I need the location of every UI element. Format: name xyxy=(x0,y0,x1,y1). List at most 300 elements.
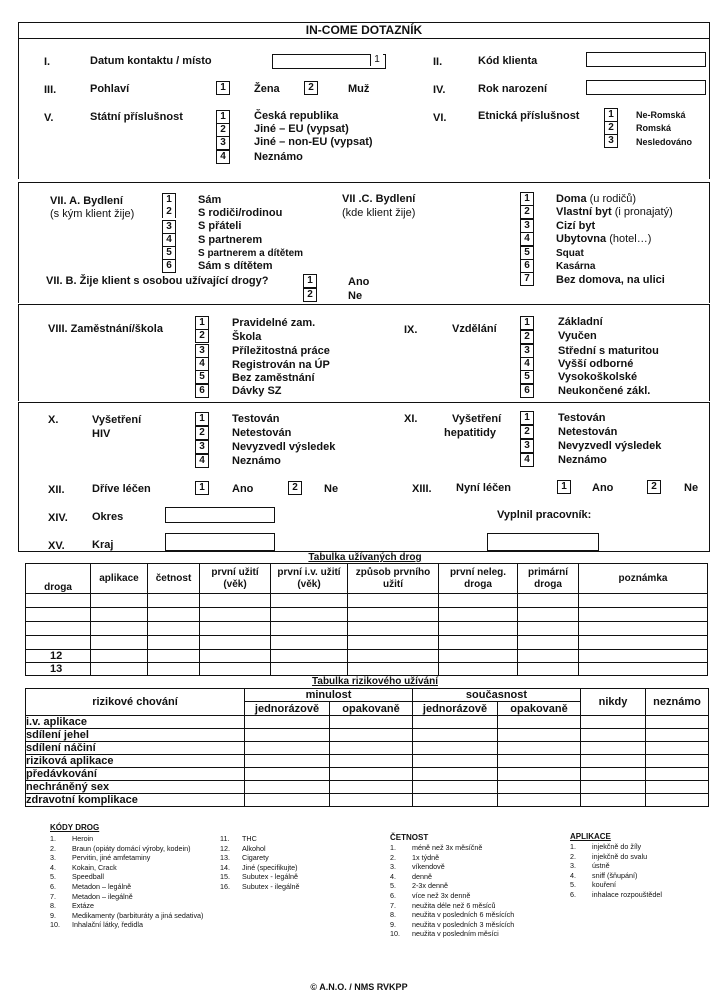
housing-with-option-6[interactable]: 6 xyxy=(162,259,176,273)
legend-freq-list xyxy=(390,843,560,939)
risk-cell[interactable] xyxy=(646,768,709,781)
legend-drugs-list-2 xyxy=(220,834,370,892)
drug-cell[interactable] xyxy=(200,650,271,663)
form-title: IN-COME DOTAZNÍK xyxy=(305,23,423,37)
district-field[interactable] xyxy=(165,507,275,523)
drug-cell[interactable] xyxy=(348,622,439,636)
region-field[interactable] xyxy=(165,533,275,551)
drug-cell[interactable] xyxy=(439,622,518,636)
risk-cell[interactable] xyxy=(646,794,709,807)
drug-cell[interactable] xyxy=(271,636,348,650)
client-code-field[interactable] xyxy=(586,52,706,67)
legend-drug-item: 8. Extáze xyxy=(50,901,94,911)
legend-drug-item: 10. Inhalační látky, ředidla xyxy=(50,920,143,930)
drug-cell[interactable] xyxy=(518,608,579,622)
risk-row-label: zdravotní komplikace xyxy=(26,794,245,807)
drug-cell[interactable] xyxy=(518,622,579,636)
birth-year-field[interactable] xyxy=(586,80,706,95)
housing-with-label-3: S přáteli xyxy=(198,220,242,232)
drug-cell[interactable] xyxy=(271,622,348,636)
education-label-3: Střední s maturitou xyxy=(558,345,659,357)
risk-col-past: minulost xyxy=(245,689,413,702)
legend-freq-item: 6. více než 3x denně xyxy=(390,890,471,900)
q2-num: II. xyxy=(433,56,443,68)
drug-partner-option-2[interactable]: 2 xyxy=(303,288,317,302)
q7b-label: VII. B. Žije klient s osobou užívající drogy? xyxy=(46,275,269,287)
q15-num: XV. xyxy=(48,540,65,552)
education-option-6[interactable]: 6 xyxy=(520,384,534,398)
education-label-6: Neukončené zákl. xyxy=(558,385,651,397)
risk-row-label: předávkování xyxy=(26,768,245,781)
col-first-illegal: první neleg. droga xyxy=(439,564,518,594)
q10-label-1: Vyšetření xyxy=(92,414,142,426)
contact-date-field[interactable] xyxy=(272,54,386,69)
housing-where-option-4[interactable]: 4 xyxy=(520,232,534,246)
ethnicity-label-3: Nesledováno xyxy=(636,137,693,147)
hiv-option-3[interactable]: 3 xyxy=(195,440,209,454)
risk-cell[interactable] xyxy=(413,755,498,768)
legend-drugs-title: KÓDY DROG xyxy=(50,823,100,832)
legend-drug-item: 15. Subutex - legálně xyxy=(220,872,298,882)
housing-where-option-6[interactable]: 6 xyxy=(520,259,534,273)
risk-cell[interactable] xyxy=(413,781,498,794)
gender-male: Muž xyxy=(348,83,370,95)
legend-freq-item: 10. neužita v posledním měsíci xyxy=(390,929,499,939)
col-frequency: četnost xyxy=(148,564,200,594)
citizenship-option-1[interactable]: 1 xyxy=(216,110,230,124)
housing-where-label-3: Cizí byt xyxy=(556,220,596,232)
hiv-option-1[interactable]: 1 xyxy=(195,412,209,426)
employment-option-3[interactable]: 3 xyxy=(195,344,209,358)
risk-cell[interactable] xyxy=(646,755,709,768)
hiv-option-4[interactable]: 4 xyxy=(195,454,209,468)
drug-cell[interactable] xyxy=(148,594,200,608)
drug-cell[interactable] xyxy=(148,663,200,676)
housing-where-option-7[interactable]: 7 xyxy=(520,272,534,286)
drug-cell[interactable] xyxy=(439,636,518,650)
risk-cell[interactable] xyxy=(581,755,646,768)
legend-app-item: 1. injekčně do žíly xyxy=(570,842,642,851)
risk-col-unknown: neznámo xyxy=(646,689,709,716)
risk-table xyxy=(25,688,709,807)
q15-label: Kraj xyxy=(92,539,114,551)
legend-drug-item: 5. Speedball xyxy=(50,872,104,882)
hepatitis-option-1[interactable]: 1 xyxy=(520,411,534,425)
legend-drug-item: 6. Metadon – legálně xyxy=(50,881,132,891)
legend-freq-item: 1. méně než 3x měsíčně xyxy=(390,843,483,852)
risk-cell[interactable] xyxy=(245,742,330,755)
risk-col-behavior: rizikové chování xyxy=(26,689,245,716)
q14-label: Okres xyxy=(92,511,124,523)
risk-cell[interactable] xyxy=(330,768,413,781)
q4-num: IV. xyxy=(433,84,446,96)
housing-with-label-1: Sám xyxy=(198,194,222,206)
housing-where-option-5[interactable]: 5 xyxy=(520,246,534,260)
citizenship-label-2: Jiné – EU (vypsat) xyxy=(254,123,349,135)
risk-cell[interactable] xyxy=(498,755,581,768)
legend-drugs-list-1 xyxy=(50,834,210,930)
col-application: aplikace xyxy=(91,564,148,594)
risk-cell[interactable] xyxy=(245,729,330,742)
risk-cell[interactable] xyxy=(646,742,709,755)
q5-label: Státní příslušnost xyxy=(90,111,183,123)
drug-cell[interactable] xyxy=(439,594,518,608)
drug-cell[interactable] xyxy=(271,608,348,622)
legend-freq-title: ČETNOST xyxy=(390,833,429,842)
q12-label: Dříve léčen xyxy=(92,483,151,495)
drug-cell[interactable] xyxy=(91,636,148,650)
now-treated-option-1[interactable]: 1 xyxy=(557,480,571,494)
risk-cell[interactable] xyxy=(498,781,581,794)
legend-drug-item: 12. Alkohol xyxy=(220,843,266,853)
risk-cell[interactable] xyxy=(413,729,498,742)
risk-col-present-repeat: opakovaně xyxy=(498,702,581,716)
housing-where-option-2[interactable]: 2 xyxy=(520,205,534,219)
citizenship-option-4[interactable]: 4 xyxy=(216,150,230,164)
legend-drug-item: 2. Braun (opiáty domácí výroby, kodein) xyxy=(50,843,191,853)
risk-cell[interactable] xyxy=(330,794,413,807)
risk-col-past-once: jednorázově xyxy=(245,702,330,716)
citizenship-option-2[interactable]: 2 xyxy=(216,123,230,137)
drug-cell[interactable] xyxy=(348,650,439,663)
hepatitis-option-4[interactable]: 4 xyxy=(520,453,534,467)
now-treated-option-2[interactable]: 2 xyxy=(647,480,661,494)
hepatitis-option-2[interactable]: 2 xyxy=(520,425,534,439)
drug-cell[interactable] xyxy=(439,608,518,622)
legend-freq-item: 7. neužita déle než 6 měsíců xyxy=(390,900,496,910)
hepatitis-label-4: Neznámo xyxy=(558,454,607,466)
housing-with-option-2[interactable]: 2 xyxy=(162,206,176,218)
q11-label-2: hepatitidy xyxy=(444,427,496,439)
risk-cell[interactable] xyxy=(330,729,413,742)
employment-label-5: Bez zaměstnání xyxy=(232,372,315,384)
housing-with-label-5: S partnerem a dítětem xyxy=(198,248,304,259)
education-option-3[interactable]: 3 xyxy=(520,344,534,358)
housing-where-label-6: Kasárna xyxy=(556,261,596,272)
risk-cell[interactable] xyxy=(330,781,413,794)
risk-col-present-once: jednorázově xyxy=(413,702,498,716)
col-first-use: první užití (věk) xyxy=(200,564,271,594)
employment-option-6[interactable]: 6 xyxy=(195,384,209,398)
ethnicity-option-3[interactable]: 3 xyxy=(604,134,618,148)
risk-cell[interactable] xyxy=(330,716,413,729)
drug-cell[interactable] xyxy=(518,594,579,608)
housing-with-option-3[interactable]: 3 xyxy=(162,220,176,234)
drug-cell[interactable] xyxy=(200,636,271,650)
drug-row-num: 13 xyxy=(26,663,91,676)
risk-cell[interactable] xyxy=(581,781,646,794)
employment-option-5[interactable]: 5 xyxy=(195,370,209,384)
risk-cell[interactable] xyxy=(581,768,646,781)
risk-cell[interactable] xyxy=(498,768,581,781)
risk-cell[interactable] xyxy=(498,794,581,807)
risk-cell[interactable] xyxy=(498,729,581,742)
hiv-option-2[interactable]: 2 xyxy=(195,426,209,440)
q7a-label: VII. A. Bydlení xyxy=(50,195,123,207)
drug-cell[interactable] xyxy=(348,636,439,650)
drug-cell[interactable] xyxy=(579,663,708,676)
drug-cell[interactable] xyxy=(271,594,348,608)
education-label-1: Základní xyxy=(558,316,603,328)
drug-cell[interactable] xyxy=(91,663,148,676)
q6-label: Etnická příslušnost xyxy=(478,110,580,122)
housing-with-option-1[interactable]: 1 xyxy=(162,193,176,207)
prev-treated-yes: Ano xyxy=(232,483,254,495)
risk-cell[interactable] xyxy=(245,755,330,768)
risk-cell[interactable] xyxy=(245,768,330,781)
risk-cell[interactable] xyxy=(330,742,413,755)
footer-copyright: © A.N.O. / NMS RVKPP xyxy=(310,982,408,992)
housing-where-label-4: Ubytovna (hotel…) xyxy=(556,233,652,245)
q3-num: III. xyxy=(44,84,57,96)
q11-label-1: Vyšetření xyxy=(452,413,502,425)
employment-option-2[interactable]: 2 xyxy=(195,330,209,343)
employment-label-4: Registrován na ÚP xyxy=(232,359,330,371)
hiv-label-2: Netestován xyxy=(232,427,292,439)
drug-cell[interactable] xyxy=(200,622,271,636)
risk-row-label: nechráněný sex xyxy=(26,781,245,794)
drug-cell[interactable] xyxy=(439,663,518,676)
q4-label: Rok narození xyxy=(478,83,548,95)
legend-drug-item: 11. THC xyxy=(220,834,257,843)
q13-num: XIII. xyxy=(412,483,432,495)
legend-freq-item: 8. neužita v posledních 6 měsících xyxy=(390,910,515,920)
risk-cell[interactable] xyxy=(413,742,498,755)
q7c-sub: (kde klient žije) xyxy=(342,207,416,219)
ethnicity-label-1: Ne-Romská xyxy=(636,110,686,120)
risk-cell[interactable] xyxy=(581,729,646,742)
drug-cell[interactable] xyxy=(91,650,148,663)
risk-cell[interactable] xyxy=(413,716,498,729)
drug-cell[interactable] xyxy=(148,608,200,622)
q10-num: X. xyxy=(48,414,59,426)
drug-cell[interactable] xyxy=(348,608,439,622)
legend-freq-item: 9. neužita v posledních 3 měsících xyxy=(390,919,515,929)
risk-cell[interactable] xyxy=(646,729,709,742)
risk-cell[interactable] xyxy=(245,716,330,729)
drug-cell[interactable] xyxy=(579,608,708,622)
employment-option-4[interactable]: 4 xyxy=(195,357,209,371)
title-divider xyxy=(18,38,710,39)
drug-cell[interactable] xyxy=(348,594,439,608)
hiv-label-3: Nevyzvedl výsledek xyxy=(232,441,336,453)
housing-with-label-2: S rodiči/rodinou xyxy=(198,207,283,219)
now-treated-no: Ne xyxy=(684,482,699,494)
risk-cell[interactable] xyxy=(245,794,330,807)
prev-treated-option-1[interactable]: 1 xyxy=(195,481,209,495)
ethnicity-option-2[interactable]: 2 xyxy=(604,121,618,135)
hiv-label-4: Neznámo xyxy=(232,455,281,467)
hiv-label-1: Testován xyxy=(232,413,280,425)
risk-row-label: riziková aplikace xyxy=(26,755,245,768)
hepatitis-label-1: Testován xyxy=(558,412,606,424)
drug-cell[interactable] xyxy=(271,663,348,676)
drug-cell[interactable] xyxy=(148,622,200,636)
risk-cell[interactable] xyxy=(581,716,646,729)
employment-label-3: Příležitostná práce xyxy=(232,345,330,357)
hepatitis-option-3[interactable]: 3 xyxy=(520,439,534,453)
housing-where-option-3[interactable]: 3 xyxy=(520,219,534,233)
housing-where-label-7: Bez domova, na ulici xyxy=(556,274,665,286)
legend-freq-item: 3. víkendově xyxy=(390,862,445,872)
legend-drug-item: 3. Pervitin, jiné amfetaminy xyxy=(50,853,151,863)
prev-treated-option-2[interactable]: 2 xyxy=(288,481,302,495)
q14-num: XIV. xyxy=(48,512,68,524)
risk-cell[interactable] xyxy=(646,781,709,794)
employment-label-2: Škola xyxy=(232,331,262,343)
drug-row-num xyxy=(26,594,91,608)
risk-table-title: Tabulka rizikového užívání xyxy=(312,676,438,687)
risk-cell[interactable] xyxy=(330,755,413,768)
ethnicity-label-2: Romská xyxy=(636,123,672,133)
risk-row-label: sdílení náčiní xyxy=(26,742,245,755)
citizenship-label-1: Česká republika xyxy=(254,110,339,122)
gender-option-2[interactable]: 2 xyxy=(304,81,318,95)
q8-label: VIII. Zaměstnání/škola xyxy=(48,323,163,335)
drug-row-num xyxy=(26,636,91,650)
drug-cell[interactable] xyxy=(579,594,708,608)
legend-freq-item: 4. denně xyxy=(390,871,432,881)
prev-treated-no: Ne xyxy=(324,483,339,495)
col-note: poznámka xyxy=(579,564,708,594)
legend-drug-item: 9. Medikamenty (barbituráty a jiná sedativa) xyxy=(50,910,204,920)
legend-drug-item: 4. Kokain, Crack xyxy=(50,862,117,872)
legend-app-list xyxy=(570,842,710,900)
ethnicity-option-1[interactable]: 1 xyxy=(604,108,618,122)
drug-partner-yes: Ano xyxy=(348,276,370,288)
risk-col-never: nikdy xyxy=(581,689,646,716)
q7c-label: VII .C. Bydlení xyxy=(342,193,416,205)
gender-female: Žena xyxy=(254,83,280,95)
risk-cell[interactable] xyxy=(413,794,498,807)
q5-num: V. xyxy=(44,112,54,124)
q10-label-2: HIV xyxy=(92,428,111,440)
risk-cell[interactable] xyxy=(646,716,709,729)
drug-cell[interactable] xyxy=(579,636,708,650)
col-first-way: způsob prvního užití xyxy=(348,564,439,594)
q6-num: VI. xyxy=(433,112,447,124)
education-option-2[interactable]: 2 xyxy=(520,330,534,344)
housing-where-label-2: Vlastní byt (i pronajatý) xyxy=(556,206,673,218)
q12-num: XII. xyxy=(48,484,65,496)
housing-where-label-1: Doma (u rodičů) xyxy=(556,193,637,205)
employment-label-6: Dávky SZ xyxy=(232,385,282,397)
education-option-4[interactable]: 4 xyxy=(520,357,534,371)
drug-partner-no: Ne xyxy=(348,290,363,302)
drug-cell[interactable] xyxy=(200,663,271,676)
housing-where-option-1[interactable]: 1 xyxy=(520,192,534,206)
legend-drug-item: 14. Jiné (specifikujte) xyxy=(220,862,298,872)
risk-row-label: i.v. aplikace xyxy=(26,716,245,729)
housing-with-option-4[interactable]: 4 xyxy=(162,233,176,247)
drug-cell[interactable] xyxy=(271,650,348,663)
housing-with-label-4: S partnerem xyxy=(198,234,263,246)
q7a-sub: (s kým klient žije) xyxy=(50,208,135,220)
housing-with-label-6: Sám s dítětem xyxy=(198,260,273,272)
citizenship-label-4: Neznámo xyxy=(254,151,303,163)
drug-cell[interactable] xyxy=(439,650,518,663)
legend-drug-item: 13. Cigarety xyxy=(220,853,269,863)
drug-table xyxy=(25,563,708,676)
risk-cell[interactable] xyxy=(498,716,581,729)
q9-label: Vzdělání xyxy=(452,323,497,335)
education-label-4: Vyšší odborné xyxy=(558,358,634,370)
drug-partner-option-1[interactable]: 1 xyxy=(303,274,317,288)
q13-label: Nyní léčen xyxy=(456,482,512,494)
q9-num: IX. xyxy=(404,324,418,336)
drug-cell[interactable] xyxy=(579,650,708,663)
drug-cell[interactable] xyxy=(518,663,579,676)
legend-app-item: 4. sniff (šňupání) xyxy=(570,870,638,880)
col-drug: droga xyxy=(26,564,91,594)
hepatitis-label-2: Netestován xyxy=(558,426,618,438)
housing-where-label-5: Squat xyxy=(556,248,584,259)
q11-num: XI. xyxy=(404,413,418,425)
worker-field[interactable] xyxy=(487,533,599,551)
col-first-iv: první i.v. užití (věk) xyxy=(271,564,348,594)
drug-row-num xyxy=(26,608,91,622)
risk-cell[interactable] xyxy=(245,781,330,794)
drug-row-num xyxy=(26,622,91,636)
education-option-1[interactable]: 1 xyxy=(520,316,534,330)
now-treated-yes: Ano xyxy=(592,482,614,494)
drug-cell[interactable] xyxy=(148,636,200,650)
legend-drug-item: 16. Subutex - ilegálně xyxy=(220,881,300,891)
drug-cell[interactable] xyxy=(91,622,148,636)
drug-cell[interactable] xyxy=(579,622,708,636)
risk-col-past-repeat: opakovaně xyxy=(330,702,413,716)
citizenship-option-3[interactable]: 3 xyxy=(216,136,230,150)
risk-cell[interactable] xyxy=(581,794,646,807)
employment-option-1[interactable]: 1 xyxy=(195,316,209,330)
legend-drug-item: 7. Metadon – ilegálně xyxy=(50,891,133,901)
drug-cell[interactable] xyxy=(91,608,148,622)
legend-freq-item: 5. 2-3x denně xyxy=(390,881,448,891)
drug-cell[interactable] xyxy=(91,594,148,608)
legend-app-title: APLIKACE xyxy=(570,832,611,841)
drug-cell[interactable] xyxy=(200,608,271,622)
drug-cell[interactable] xyxy=(348,663,439,676)
legend-app-item: 6. inhalace rozpouštědel xyxy=(570,889,662,899)
gender-option-1[interactable]: 1 xyxy=(216,81,230,95)
education-label-5: Vysokoškolské xyxy=(558,371,638,383)
risk-cell[interactable] xyxy=(413,768,498,781)
worker-label: Vyplnil pracovník: xyxy=(497,509,592,521)
drug-cell[interactable] xyxy=(518,650,579,663)
education-option-5[interactable]: 5 xyxy=(520,370,534,384)
risk-cell[interactable] xyxy=(498,742,581,755)
q3-label: Pohlaví xyxy=(90,83,130,95)
risk-cell[interactable] xyxy=(581,742,646,755)
drug-cell[interactable] xyxy=(148,650,200,663)
q1-label: Datum kontaktu / místo xyxy=(90,55,212,67)
education-label-2: Vyučen xyxy=(558,330,597,342)
legend-app-item: 5. kouření xyxy=(570,880,616,890)
housing-with-option-5[interactable]: 5 xyxy=(162,246,176,260)
drug-table-title: Tabulka užívaných drog xyxy=(308,552,422,563)
hepatitis-label-3: Nevyzvedl výsledek xyxy=(558,440,662,452)
legend-app-item: 2. injekčně do svalu xyxy=(570,851,648,861)
legend-app-item: 3. ústně xyxy=(570,861,610,871)
contact-place-box[interactable]: 1 xyxy=(370,54,383,66)
section-1-frame xyxy=(18,22,710,179)
risk-col-present: současnost xyxy=(413,689,581,702)
citizenship-label-3: Jiné – non-EU (vypsat) xyxy=(254,136,373,148)
employment-label-1: Pravidelné zam. xyxy=(232,317,316,329)
col-primary: primární droga xyxy=(518,564,579,594)
drug-cell[interactable] xyxy=(518,636,579,650)
drug-cell[interactable] xyxy=(200,594,271,608)
